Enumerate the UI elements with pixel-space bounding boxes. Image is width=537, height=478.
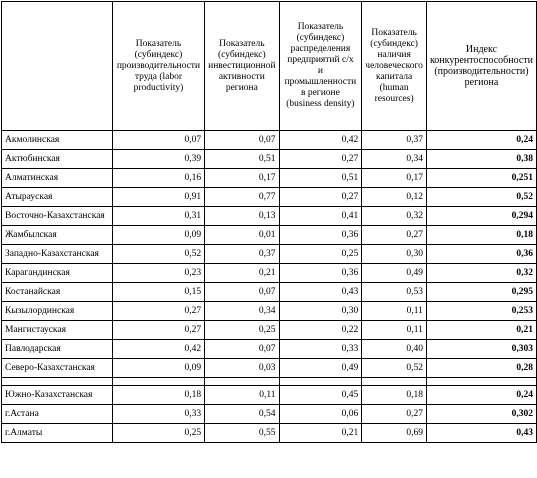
investment-activity-value: 0,13 [205, 207, 279, 226]
competitiveness-index-value: 0,24 [426, 386, 536, 405]
business-density-value: 0,06 [279, 405, 362, 424]
competitiveness-index-value: 0,294 [426, 207, 536, 226]
investment-activity-value: 0,17 [205, 169, 279, 188]
investment-activity-value: 0,01 [205, 226, 279, 245]
region-name: Акмолинская [2, 131, 113, 150]
human-resources-value: 0,52 [362, 359, 427, 378]
business-density-value: 0,36 [279, 264, 362, 283]
human-resources-value: 0,18 [362, 386, 427, 405]
labor-productivity-value: 0,07 [112, 131, 204, 150]
region-name: Жамбылская [2, 226, 113, 245]
labor-productivity-value: 0,15 [112, 283, 204, 302]
competitiveness-index-value: 0,32 [426, 264, 536, 283]
header-row [2, 2, 537, 131]
competitiveness-index-value: 0,43 [426, 424, 536, 443]
table-row [2, 424, 537, 443]
human-resources-value: 0,11 [362, 321, 427, 340]
region-name: Восточно-Казахстанская [2, 207, 113, 226]
business-density-value: 0,51 [279, 169, 362, 188]
separator-cell [2, 378, 113, 386]
human-resources-value: 0,69 [362, 424, 427, 443]
human-resources-value: 0,34 [362, 150, 427, 169]
labor-productivity-value: 0,31 [112, 207, 204, 226]
human-resources-value: 0,27 [362, 405, 427, 424]
labor-productivity-value: 0,25 [112, 424, 204, 443]
separator-cell [362, 378, 427, 386]
region-name: г.Астана [2, 405, 113, 424]
business-density-value: 0,45 [279, 386, 362, 405]
investment-activity-value: 0,07 [205, 131, 279, 150]
labor-productivity-value: 0,42 [112, 340, 204, 359]
table-row [2, 245, 537, 264]
separator-row [2, 378, 537, 386]
competitiveness-index-value: 0,52 [426, 188, 536, 207]
separator-cell [279, 378, 362, 386]
region-name: Алматинская [2, 169, 113, 188]
table-container [1, 1, 537, 443]
header-business-density: Показатель (субиндекс) распределения предприятий с/х и промышленности в регионе (business density) [279, 2, 362, 131]
business-density-value: 0,49 [279, 359, 362, 378]
business-density-value: 0,22 [279, 321, 362, 340]
human-resources-value: 0,27 [362, 226, 427, 245]
labor-productivity-value: 0,52 [112, 245, 204, 264]
table-row [2, 359, 537, 378]
investment-activity-value: 0,55 [205, 424, 279, 443]
region-name: Мангистауская [2, 321, 113, 340]
competitiveness-index-value: 0,251 [426, 169, 536, 188]
competitiveness-index-value: 0,28 [426, 359, 536, 378]
region-name: Западно-Казахстанская [2, 245, 113, 264]
investment-activity-value: 0,07 [205, 283, 279, 302]
region-name: г.Алматы [2, 424, 113, 443]
human-resources-value: 0,37 [362, 131, 427, 150]
region-name: Южно-Казахстанская [2, 386, 113, 405]
region-name: Костанайская [2, 283, 113, 302]
investment-activity-value: 0,25 [205, 321, 279, 340]
business-density-value: 0,21 [279, 424, 362, 443]
table-row [2, 302, 537, 321]
business-density-value: 0,25 [279, 245, 362, 264]
labor-productivity-value: 0,27 [112, 321, 204, 340]
separator-cell [426, 378, 536, 386]
table-row [2, 264, 537, 283]
table-row [2, 226, 537, 245]
human-resources-value: 0,53 [362, 283, 427, 302]
competitiveness-index-value: 0,24 [426, 131, 536, 150]
human-resources-value: 0,11 [362, 302, 427, 321]
header-labor-productivity: Показатель (субиндекс) производительности труда (labor productivity) [112, 2, 204, 131]
labor-productivity-value: 0,18 [112, 386, 204, 405]
investment-activity-value: 0,77 [205, 188, 279, 207]
table-row [2, 188, 537, 207]
region-name: Павлодарская [2, 340, 113, 359]
header-investment-activity: Показатель (субиндекс) инвестиционной активности региона [205, 2, 279, 131]
table-row [2, 169, 537, 188]
human-resources-value: 0,30 [362, 245, 427, 264]
header-human-resources: Показатель (субиндекс) наличия человеческого капитала (human resources) [362, 2, 427, 131]
business-density-value: 0,30 [279, 302, 362, 321]
separator-cell [112, 378, 204, 386]
human-resources-value: 0,12 [362, 188, 427, 207]
region-name: Кызылординская [2, 302, 113, 321]
labor-productivity-value: 0,39 [112, 150, 204, 169]
competitiveness-index-value: 0,21 [426, 321, 536, 340]
region-name: Карагандинская [2, 264, 113, 283]
header-region [2, 2, 113, 131]
business-density-value: 0,27 [279, 188, 362, 207]
table-row [2, 321, 537, 340]
human-resources-value: 0,32 [362, 207, 427, 226]
investment-activity-value: 0,11 [205, 386, 279, 405]
human-resources-value: 0,17 [362, 169, 427, 188]
investment-activity-value: 0,03 [205, 359, 279, 378]
table-row [2, 386, 537, 405]
competitiveness-index-value: 0,302 [426, 405, 536, 424]
labor-productivity-value: 0,33 [112, 405, 204, 424]
competitiveness-index-value: 0,303 [426, 340, 536, 359]
competitiveness-index-value: 0,36 [426, 245, 536, 264]
labor-productivity-value: 0,09 [112, 359, 204, 378]
competitiveness-index-value: 0,38 [426, 150, 536, 169]
competitiveness-index-value: 0,253 [426, 302, 536, 321]
labor-productivity-value: 0,23 [112, 264, 204, 283]
business-density-value: 0,41 [279, 207, 362, 226]
business-density-value: 0,33 [279, 340, 362, 359]
labor-productivity-value: 0,16 [112, 169, 204, 188]
table-row [2, 283, 537, 302]
business-density-value: 0,43 [279, 283, 362, 302]
table-row [2, 150, 537, 169]
competitiveness-index-value: 0,295 [426, 283, 536, 302]
table-row [2, 405, 537, 424]
region-name: Северо-Казахстанская [2, 359, 113, 378]
table-row [2, 207, 537, 226]
investment-activity-value: 0,37 [205, 245, 279, 264]
business-density-value: 0,42 [279, 131, 362, 150]
labor-productivity-value: 0,91 [112, 188, 204, 207]
investment-activity-value: 0,54 [205, 405, 279, 424]
human-resources-value: 0,49 [362, 264, 427, 283]
table-row [2, 340, 537, 359]
human-resources-value: 0,40 [362, 340, 427, 359]
competitiveness-table [1, 1, 537, 443]
region-name: Атырауская [2, 188, 113, 207]
investment-activity-value: 0,51 [205, 150, 279, 169]
table-row [2, 131, 537, 150]
labor-productivity-value: 0,09 [112, 226, 204, 245]
investment-activity-value: 0,07 [205, 340, 279, 359]
business-density-value: 0,27 [279, 150, 362, 169]
separator-cell [205, 378, 279, 386]
investment-activity-value: 0,21 [205, 264, 279, 283]
business-density-value: 0,36 [279, 226, 362, 245]
labor-productivity-value: 0,27 [112, 302, 204, 321]
investment-activity-value: 0,34 [205, 302, 279, 321]
header-competitiveness-index: Индекс конкурентоспособности (производительности) региона [426, 2, 536, 131]
region-name: Актюбинская [2, 150, 113, 169]
competitiveness-index-value: 0,18 [426, 226, 536, 245]
